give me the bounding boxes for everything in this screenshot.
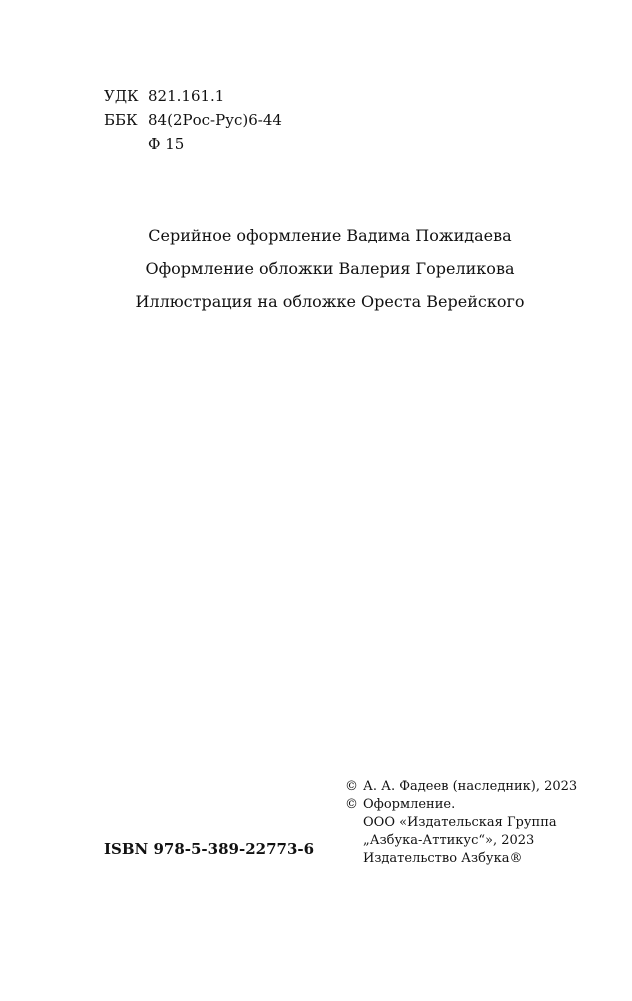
copyright-design-row bbox=[345, 796, 577, 814]
copyright-design: Оформление. bbox=[363, 797, 456, 812]
isbn: ISBN 978-5-389-22773-6 bbox=[104, 840, 315, 858]
cover-design-credit: Оформление обложки Валерия Гореликова bbox=[145, 259, 515, 278]
bbk-value: 84(2Рос-Рус)6-44 bbox=[148, 111, 282, 129]
udk-row bbox=[104, 84, 282, 108]
bbk-label: ББК bbox=[104, 111, 138, 129]
udk-label: УДК bbox=[104, 87, 139, 105]
copyright-publisher-name: „Азбука-Аттикус“», 2023 bbox=[363, 833, 535, 848]
copyright-block bbox=[345, 778, 577, 868]
classification-block bbox=[104, 84, 282, 156]
bbk-row bbox=[104, 108, 282, 132]
copyright-publisher-group: ООО «Издательская Группа bbox=[363, 815, 557, 830]
copyright-publisher-imprint: Издательство Азбука® bbox=[363, 851, 523, 866]
series-design-credit: Серийное оформление Вадима Пожидаева bbox=[148, 226, 512, 245]
cover-illustration-credit: Иллюстрация на обложке Ореста Верейского bbox=[135, 292, 525, 311]
copyright-symbol: © bbox=[345, 797, 358, 812]
design-credits bbox=[0, 219, 632, 318]
author-mark: Ф 15 bbox=[148, 135, 185, 153]
copyright-symbol: © bbox=[345, 779, 358, 794]
copyright-author: А. А. Фадеев (наследник), 2023 bbox=[363, 779, 578, 794]
copyright-author-row bbox=[345, 778, 577, 796]
author-mark-row bbox=[104, 132, 282, 156]
udk-value: 821.161.1 bbox=[148, 87, 225, 105]
